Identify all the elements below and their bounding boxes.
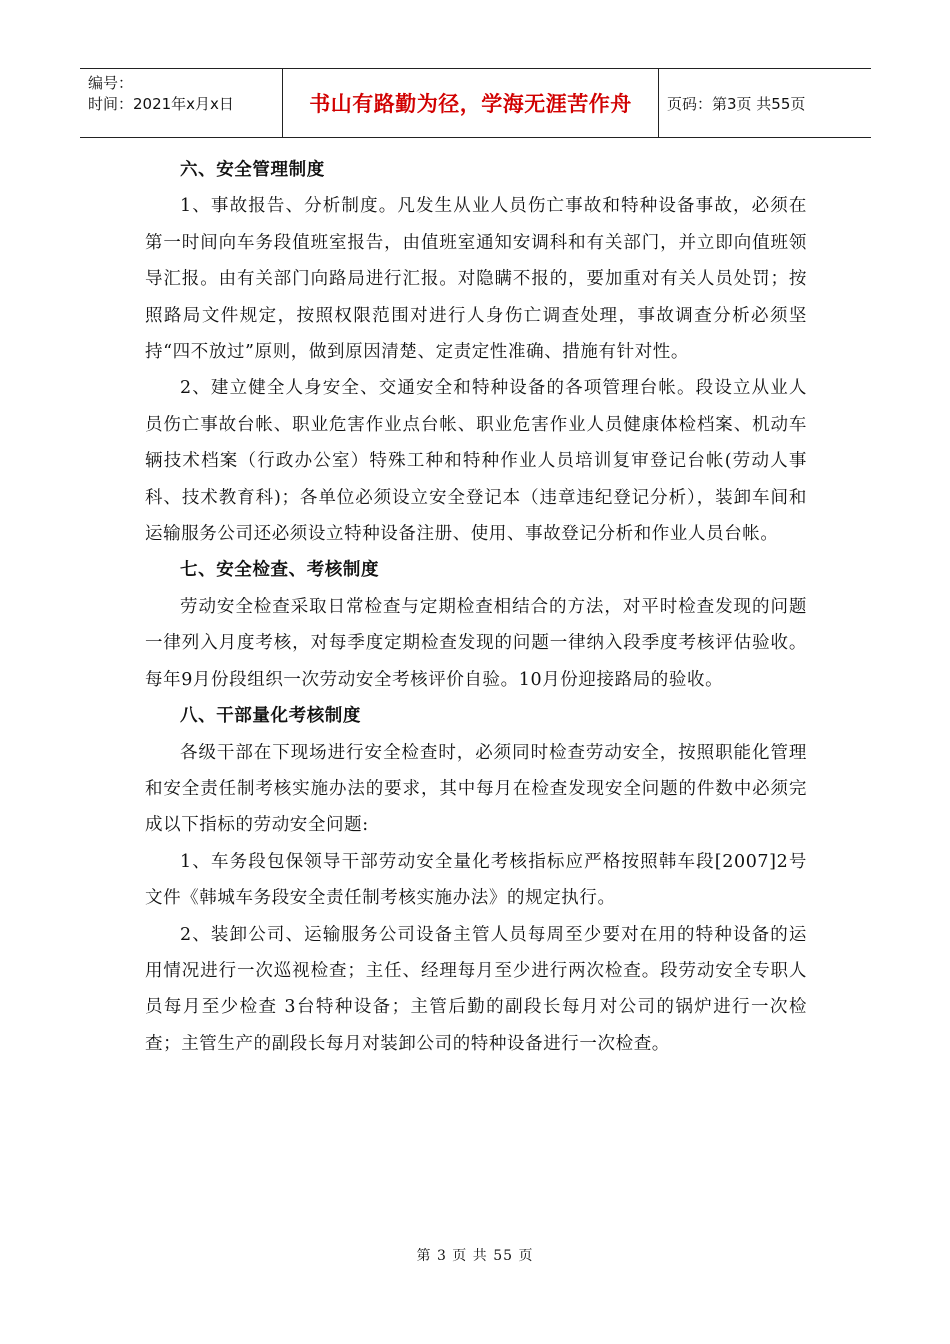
header-motto: 书山有路勤为径，学海无涯苦作舟 (283, 69, 659, 137)
paragraph: 1、车务段包保领导干部劳动安全量化考核指标应严格按照韩车段[2007]2号文件《韩城车务段安全责任制考核实施办法》的规定执行。 (145, 851, 807, 909)
header-meta (80, 69, 283, 137)
header-number: 编号： (88, 74, 134, 92)
paragraph: 2、装卸公司、运输服务公司设备主管人员每周至少要对在用的特种设备的运用情况进行一次巡视检查；主任、经理每月至少进行两次检查。段劳动安全专职人员每月至少检查 3台特种设备；主管后勤的副段长每月对公司的锅炉进行一次检查；主管生产的副段长每月对装卸公司的特种设备进行一次检查。 (145, 924, 807, 1054)
section-heading: 八、干部量化考核制度 (180, 706, 361, 727)
page-footer: 第 3 页 共 55 页 (416, 1248, 534, 1264)
header-page-number: 页码：第3页 共55页 (667, 94, 806, 113)
section-heading: 七、安全检查、考核制度 (180, 560, 380, 581)
document-body (145, 152, 807, 1062)
header-time: 时间：2021年x月x日 (88, 95, 234, 113)
document-header (80, 68, 871, 138)
section-heading: 六、安全管理制度 (180, 160, 325, 180)
paragraph: 2、建立健全人身安全、交通安全和特种设备的各项管理台帐。段设立从业人员伤亡事故台帐、职业危害作业点台帐、职业危害作业人员健康体检档案、机动车辆技术档案（行政办公室）特殊工种和特种作业人员培训复审登记台帐(劳动人事科、技术教育科)；各单位必须设立安全登记本（违章违纪登记分析），装卸车间和运输服务公司还必须设立特种设备注册、使用、事故登记分析和作业人员台帐。 (145, 378, 807, 545)
paragraph: 1、事故报告、分析制度。凡发生从业人员伤亡事故和特种设备事故，必须在第一时间向车务段值班室报告，由值班室通知安调科和有关部门，并立即向值班领导汇报。由有关部门向路局进行汇报。对隐瞒不报的，要加重对有关人员处罚；按照路局文件规定，按照权限范围对进行人身伤亡调查处理，事故调查分析必须坚持“四不放过”原则，做到原因清楚、定责定性准确、措施有针对性。 (145, 196, 807, 363)
paragraph: 各级干部在下现场进行安全检查时，必须同时检查劳动安全，按照职能化管理和安全责任制考核实施办法的要求，其中每月在检查发现安全问题的件数中必须完成以下指标的劳动安全问题: (145, 742, 807, 836)
paragraph: 劳动安全检查采取日常检查与定期检查相结合的方法，对平时检查发现的问题一律列入月度考核，对每季度定期检查发现的问题一律纳入段季度考核评估验收。每年9月份段组织一次劳动安全考核评价自验。10月份迎接路局的验收。 (145, 596, 807, 690)
